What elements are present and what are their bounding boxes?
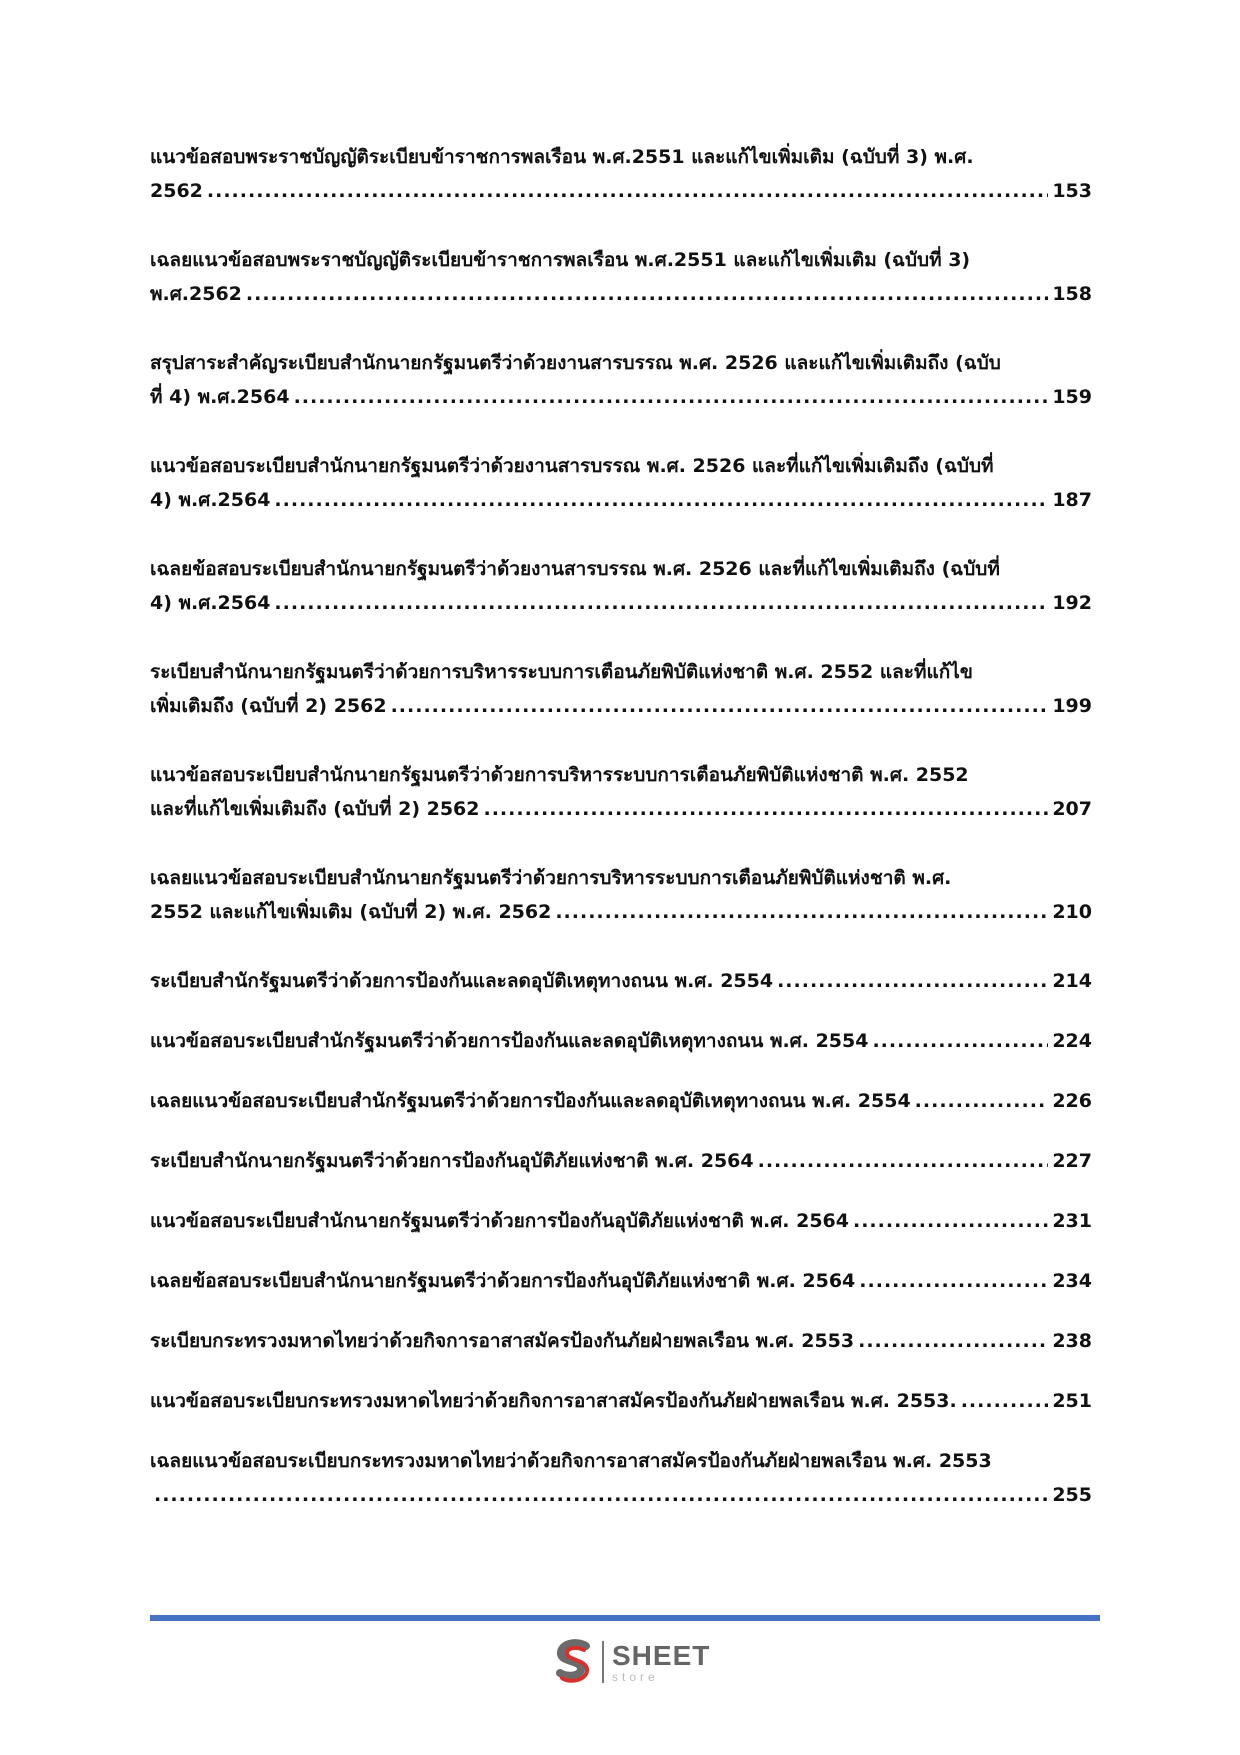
toc-entry[interactable]: [150, 243, 1092, 346]
toc-entry-title: เฉลยแนวข้อสอบระเบียบสำนักรัฐมนตรีว่าด้วยการป้องกันและลดอุบัติเหตุทางถนน พ.ศ. 2554: [150, 1090, 911, 1112]
toc-entry[interactable]: [150, 861, 1092, 964]
toc-entry-title-line1: เฉลยแนวข้อสอบระเบียบสำนักนายกรัฐมนตรีว่าด้วยการบริหารระบบการเตือนภัยพิบัติแห่งชาติ พ.ศ.: [150, 867, 952, 889]
toc-entry-title-line2: 2562: [150, 180, 203, 202]
toc-entry-title-line1: ระเบียบสำนักนายกรัฐมนตรีว่าด้วยการบริหารระบบการเตือนภัยพิบัติแห่งชาติ พ.ศ. 2552 และที่แก้ไข: [150, 661, 973, 683]
toc-page-number: 234: [1052, 1270, 1092, 1292]
toc-entry-title-line1: แนวข้อสอบระเบียบสำนักนายกรัฐมนตรีว่าด้วยการบริหารระบบการเตือนภัยพิบัติแห่งชาติ พ.ศ. 2552: [150, 764, 969, 786]
sheet-store-logo: [552, 1637, 710, 1687]
toc-entry[interactable]: [150, 1384, 1092, 1444]
toc-entry-title-line1: เฉลยข้อสอบระเบียบสำนักนายกรัฐมนตรีว่าด้วยงานสารบรรณ พ.ศ. 2526 และที่แก้ไขเพิ่มเติมถึง (ฉบับที่: [150, 558, 1000, 580]
dot-leader: [154, 1478, 1048, 1512]
dot-leader: [961, 1384, 1049, 1418]
toc-entry[interactable]: [150, 1264, 1092, 1324]
toc-page-number: 214: [1052, 970, 1092, 992]
toc-entry-title-line2: 2552 และแก้ไขเพิ่มเติม (ฉบับที่ 2) พ.ศ. 2562: [150, 901, 552, 923]
dot-leader: [484, 792, 1049, 826]
toc-entry-title-line1: แนวข้อสอบระเบียบสำนักนายกรัฐมนตรีว่าด้วยงานสารบรรณ พ.ศ. 2526 และที่แก้ไขเพิ่มเติมถึง (ฉบับที่: [150, 455, 994, 477]
dot-leader: [391, 689, 1049, 723]
toc-page-number: 207: [1052, 798, 1092, 820]
toc-entry[interactable]: [150, 1024, 1092, 1084]
logo-separator: [602, 1641, 604, 1683]
toc-entry-title: ระเบียบสำนักนายกรัฐมนตรีว่าด้วยการป้องกันอุบัติภัยแห่งชาติ พ.ศ. 2564: [150, 1150, 754, 1172]
toc-entry-title-line2: เพิ่มเติมถึง (ฉบับที่ 2) 2562: [150, 695, 387, 717]
toc-entry-title-line1: สรุปสาระสำคัญระเบียบสำนักนายกรัฐมนตรีว่าด้วยงานสารบรรณ พ.ศ. 2526 และแก้ไขเพิ่มเติมถึง (ฉบับ: [150, 352, 1001, 374]
dot-leader: [872, 1024, 1048, 1058]
toc-entry[interactable]: [150, 140, 1092, 243]
dot-leader: [294, 380, 1049, 414]
toc-page-number: 210: [1052, 901, 1092, 923]
logo-wordmark: SHEET: [612, 1639, 711, 1671]
dot-leader: [274, 483, 1048, 517]
toc-entry[interactable]: [150, 964, 1092, 1024]
toc-page-number: 227: [1052, 1150, 1092, 1172]
toc-entry[interactable]: [150, 346, 1092, 449]
dot-leader: [274, 586, 1048, 620]
toc-entry-title: ระเบียบกระทรวงมหาดไทยว่าด้วยกิจการอาสาสมัครป้องกันภัยฝ่ายพลเรือน พ.ศ. 2553: [150, 1330, 855, 1352]
table-of-contents: [150, 140, 1092, 1547]
toc-entry-title-line1: เฉลยแนวข้อสอบพระราชบัญญัติระเบียบข้าราชการพลเรือน พ.ศ.2551 และแก้ไขเพิ่มเติม (ฉบับที่ 3): [150, 249, 971, 271]
toc-entry-title: แนวข้อสอบระเบียบสำนักรัฐมนตรีว่าด้วยการป้องกันและลดอุบัติเหตุทางถนน พ.ศ. 2554: [150, 1030, 869, 1052]
toc-entry[interactable]: [150, 1084, 1092, 1144]
dot-leader: [246, 277, 1048, 311]
toc-page-number: 158: [1052, 283, 1092, 305]
toc-entry-title: เฉลยข้อสอบระเบียบสำนักนายกรัฐมนตรีว่าด้วยการป้องกันอุบัติภัยแห่งชาติ พ.ศ. 2564: [150, 1270, 856, 1292]
toc-entry[interactable]: [150, 449, 1092, 552]
toc-entry-title: ระเบียบสำนักรัฐมนตรีว่าด้วยการป้องกันและลดอุบัติเหตุทางถนน พ.ศ. 2554: [150, 970, 774, 992]
footer-divider: [150, 1615, 1100, 1621]
toc-entry-title-line1: เฉลยแนวข้อสอบระเบียบกระทรวงมหาดไทยว่าด้วยกิจการอาสาสมัครป้องกันภัยฝ่ายพลเรือน พ.ศ. 2553: [150, 1450, 992, 1472]
toc-entry-title-line2: ที่ 4) พ.ศ.2564: [150, 386, 290, 408]
toc-page-number: 224: [1052, 1030, 1092, 1052]
dot-leader: [915, 1084, 1049, 1118]
toc-entry[interactable]: [150, 758, 1092, 861]
sheet-store-logo-icon: [552, 1638, 596, 1686]
dot-leader: [858, 1324, 1048, 1358]
toc-page-number: 251: [1052, 1390, 1092, 1412]
toc-page-number: 238: [1052, 1330, 1092, 1352]
dot-leader: [853, 1204, 1048, 1238]
toc-page-number: 199: [1052, 695, 1092, 717]
toc-page-number: 153: [1052, 180, 1092, 202]
toc-entry-title-line2: พ.ศ.2562: [150, 283, 242, 305]
dot-leader: [207, 174, 1048, 208]
toc-page-number: 159: [1052, 386, 1092, 408]
toc-page-number: 226: [1052, 1090, 1092, 1112]
toc-entry[interactable]: [150, 655, 1092, 758]
toc-entry-title-line2: 4) พ.ศ.2564: [150, 489, 271, 511]
toc-entry-title-line2: และที่แก้ไขเพิ่มเติมถึง (ฉบับที่ 2) 2562: [150, 798, 480, 820]
toc-entry[interactable]: [150, 1204, 1092, 1264]
toc-entry-title-line2: 4) พ.ศ.2564: [150, 592, 271, 614]
toc-page-number: 187: [1052, 489, 1092, 511]
toc-page-number: 231: [1052, 1210, 1092, 1232]
toc-page-number: 192: [1052, 592, 1092, 614]
toc-entry-title: แนวข้อสอบระเบียบสำนักนายกรัฐมนตรีว่าด้วยการป้องกันอุบัติภัยแห่งชาติ พ.ศ. 2564: [150, 1210, 849, 1232]
toc-entry[interactable]: [150, 1144, 1092, 1204]
toc-entry-title-line1: แนวข้อสอบพระราชบัญญัติระเบียบข้าราชการพลเรือน พ.ศ.2551 และแก้ไขเพิ่มเติม (ฉบับที่ 3) พ.ศ.: [150, 146, 974, 168]
dot-leader: [859, 1264, 1048, 1298]
logo-subtext: store: [612, 1669, 659, 1684]
dot-leader: [777, 964, 1048, 998]
dot-leader: [555, 895, 1048, 929]
toc-entry[interactable]: [150, 1324, 1092, 1384]
toc-page-number: 255: [1052, 1484, 1092, 1506]
toc-entry[interactable]: [150, 552, 1092, 655]
toc-entry-title: แนวข้อสอบระเบียบกระทรวงมหาดไทยว่าด้วยกิจการอาสาสมัครป้องกันภัยฝ่ายพลเรือน พ.ศ. 2553.: [150, 1390, 957, 1412]
toc-entry[interactable]: [150, 1444, 1092, 1547]
dot-leader: [758, 1144, 1049, 1178]
